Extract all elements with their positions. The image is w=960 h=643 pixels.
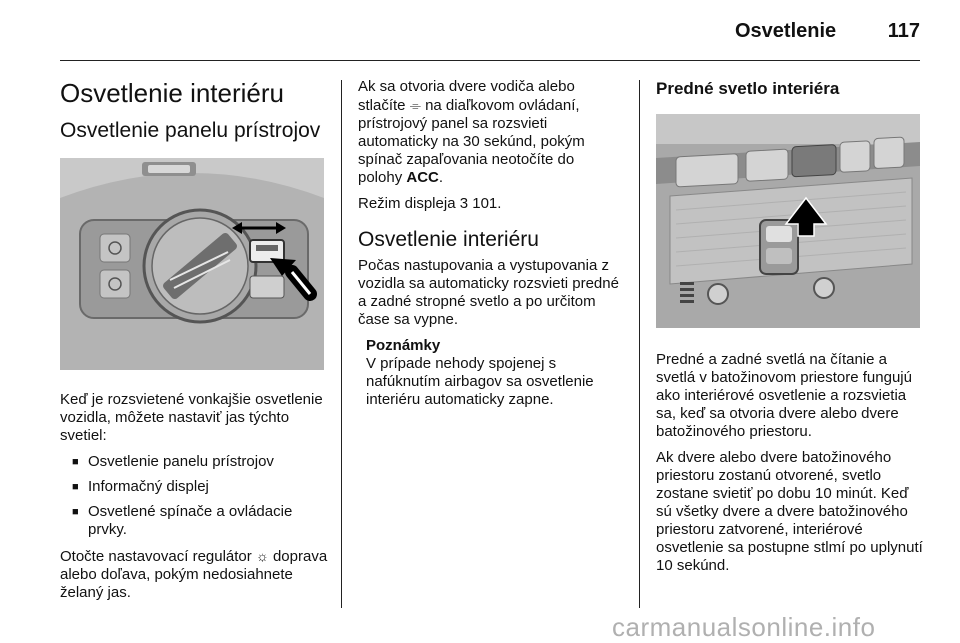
- column-1: [60, 78, 330, 610]
- front-interior-light-illustration: [656, 114, 920, 328]
- paragraph: Ak sa otvoria dvere vodiča alebo stlačíte ⌯ na diaľkovom ovládaní, prístrojový panel sa rozsvieti automaticky na 30 sekúnd, pokým spínač zapaľovania neotočíte do polohy ACC.: [358, 78, 585, 186]
- paragraph: Predné a zadné svetlá na čítanie a svetlá v batožinovom priestore fungujú ako interiérové osvetlenie a rozsvietia sa, keď sa otvoria dvere alebo dvere batožinového priestoru.: [656, 351, 912, 440]
- unlock-remote-icon: ⌯: [409, 97, 421, 113]
- list-item: ■ Osvetlené spínače a ovládacie prvky.: [60, 503, 330, 539]
- subsection-heading: Predné svetlo interiéra: [656, 79, 840, 98]
- list-item: ■ Osvetlenie panelu prístrojov: [60, 453, 330, 471]
- column-2: [358, 78, 620, 409]
- ignition-position-label: ACC: [406, 169, 439, 186]
- page-reference-icon: 3: [459, 195, 469, 212]
- paragraph: Ak dvere alebo dvere batožinového priestoru zostanú otvorené, svetlo zostane svietiť po dobu 10 minút. Keď sú všetky dvere a dvere batožinového priestoru zatvorené, interiérové osvetlenie sa postupne stlmí po uplynutí 10 sekúnd.: [656, 449, 923, 574]
- list-item: ■ Informačný displej: [60, 478, 330, 496]
- column-3: [656, 78, 924, 583]
- section-heading: Osvetlenie interiéru: [60, 78, 284, 108]
- paragraph: Režim displeja 3 101.: [358, 195, 502, 212]
- running-header-title: Osvetlenie: [735, 20, 837, 42]
- bullet-list: [60, 453, 330, 539]
- note-title: Poznámky: [366, 337, 441, 354]
- instrument-light-switch-illustration: [60, 158, 324, 370]
- page-number: 117: [887, 20, 920, 42]
- column-divider: [639, 80, 640, 608]
- header-rule: [60, 60, 920, 61]
- paragraph: Otočte nastavovací regulátor ☼ doprava alebo doľava, pokým nedosiahnete želaný jas.: [60, 548, 328, 601]
- paragraph: Počas nastupovania a vystupovania z vozidla sa automaticky rozsvieti predné a zadné stropné svetlo a po určitom čase sa vypne.: [358, 257, 619, 328]
- paragraph: Keď je rozsvietené vonkajšie osvetlenie vozidla, môžete nastaviť jas týchto svetiel:: [60, 391, 323, 444]
- column-divider: [341, 80, 342, 608]
- watermark: carmanualsonline.info: [612, 612, 876, 642]
- subsection-heading: Osvetlenie panelu prístrojov: [60, 119, 321, 142]
- note-box: [358, 337, 620, 409]
- brightness-icon: ☼: [255, 548, 269, 564]
- section-heading: Osvetlenie interiéru: [358, 228, 539, 251]
- note-text: V prípade nehody spojenej s nafúknutím airbagov sa osvetlenie interiéru automaticky zapne.: [366, 355, 594, 408]
